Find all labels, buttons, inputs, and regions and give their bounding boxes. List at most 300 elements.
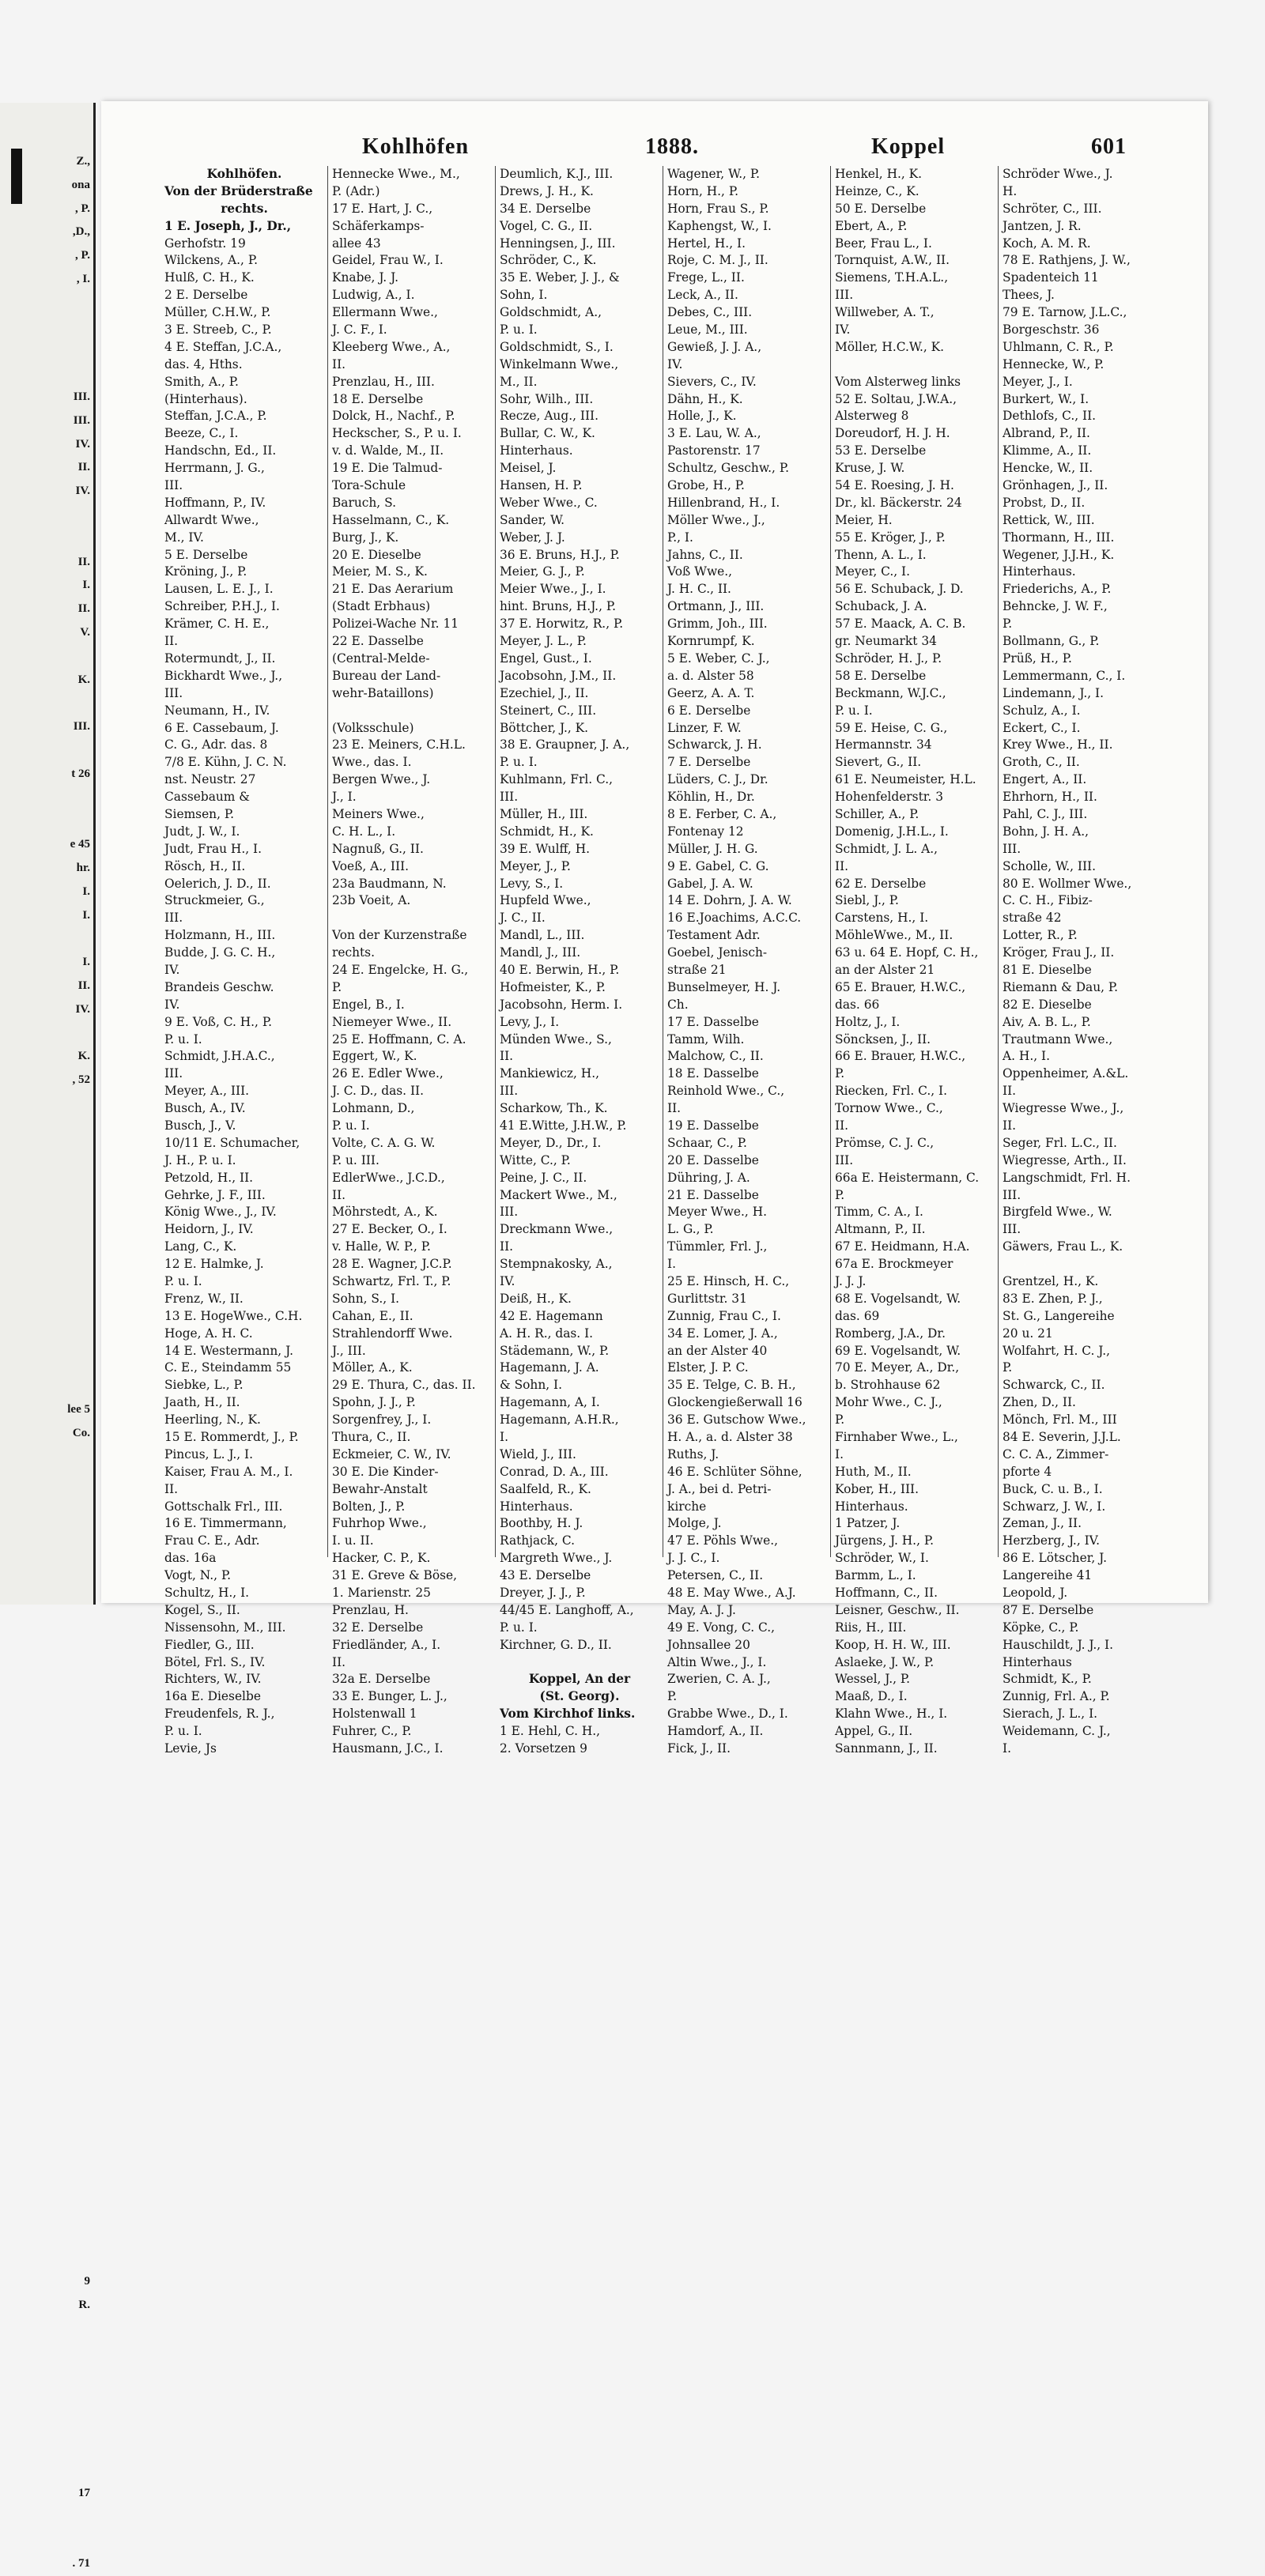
left-page-fragment — [2, 2035, 90, 2058]
left-page-fragment: III. — [73, 413, 90, 427]
directory-entry-line: 9 E. Voß, C. H., P. — [164, 1014, 272, 1029]
directory-entry-line: Riemann & Dau, P. — [1003, 979, 1119, 994]
directory-entry-line: Ezechiel, J., II. — [500, 685, 589, 700]
directory-entry-line: III. — [1003, 1222, 1021, 1237]
directory-entry-line: 28 E. Wagner, J.C.P. — [332, 1257, 452, 1272]
directory-entry-line: Tornquist, A.W., II. — [835, 253, 950, 268]
directory-entry-line: P. u. I. — [500, 755, 538, 770]
directory-entry-line: Von der Brüderstraße — [164, 183, 313, 198]
directory-entry-line: Sohn, S., I. — [332, 1291, 400, 1306]
directory-entry-line: Thenn, A. L., I. — [835, 547, 927, 562]
directory-entry-line: P. — [835, 1412, 845, 1428]
left-page-fragment: t 26 — [71, 767, 90, 780]
directory-entry-line: Tora-Schule — [332, 478, 406, 493]
directory-entry-line: A. H., I. — [1003, 1049, 1050, 1064]
directory-entry-line: 33 E. Bunger, L. J., — [332, 1689, 447, 1704]
directory-entry-line: Levy, J., I. — [500, 1014, 560, 1029]
directory-entry-line: Gerhofstr. 19 — [164, 236, 246, 251]
directory-entry-line: Mönch, Frl. M., III — [1003, 1412, 1117, 1428]
directory-entry-line: A. H. R., das. I. — [500, 1326, 594, 1341]
directory-entry-line: v. d. Walde, M., II. — [332, 443, 444, 458]
directory-entry-line: Dreyer, J. J., P. — [500, 1586, 586, 1601]
directory-entry-line: Herzberg, J., IV. — [1003, 1533, 1100, 1548]
directory-entry-line: 39 E. Wulff, H. — [500, 841, 591, 856]
left-page-fragment — [2, 2364, 90, 2388]
directory-entry-line: Kober, H., III. — [835, 1481, 919, 1496]
directory-entry-line: Lausen, L. E. J., I. — [164, 582, 274, 597]
directory-entry-line: Hinterhaus. — [500, 1499, 573, 1514]
directory-entry-line: Jahns, C., II. — [667, 547, 743, 562]
directory-entry-line: Koppel, An der — [528, 1672, 631, 1687]
directory-entry-line: 19 E. Dasselbe — [667, 1118, 759, 1133]
directory-entry-line: Hinterhaus. — [500, 443, 573, 458]
directory-entry-line: Wiegresse, Arth., II. — [1003, 1152, 1127, 1167]
directory-entry-line: P. u. I. — [164, 1032, 202, 1047]
directory-entry-line: 56 E. Schuback, J. D. — [835, 582, 964, 597]
column-separator — [327, 166, 328, 1557]
directory-entry-line: Vom Kirchhof links. — [500, 1707, 636, 1722]
directory-entry-line: Sannmann, J., II. — [835, 1741, 938, 1756]
directory-entry-line: (St. Georg). — [539, 1689, 620, 1704]
left-page-fragment — [2, 1280, 90, 1304]
directory-entry-line: Leue, M., III. — [667, 322, 748, 338]
directory-entry-line: M., IV. — [164, 530, 204, 545]
directory-entry-line: wehr-Bataillons) — [332, 685, 434, 700]
directory-entry-line: Rotermundt, J., II. — [164, 651, 276, 666]
directory-entry-line: Schröder, H. J., P. — [835, 651, 942, 666]
directory-entry-line: Hoffmann, C., II. — [835, 1586, 938, 1601]
directory-entry-line: 42 E. Hagemann — [500, 1308, 603, 1323]
directory-entry-line: Frenz, W., II. — [164, 1291, 244, 1306]
directory-entry-line: 7 E. Derselbe — [667, 755, 751, 770]
directory-entry-line: Hinterhaus. — [1003, 564, 1076, 579]
directory-entry-line: Busch, J., V. — [164, 1118, 236, 1133]
left-page-fragment — [2, 1610, 90, 1634]
directory-entry-line: Zunnig, Frl. A., P. — [1003, 1689, 1110, 1704]
directory-entry-line: 13 E. HogeWwe., C.H. — [164, 1308, 303, 1323]
directory-entry-line: Hencke, W., II. — [1003, 461, 1093, 476]
directory-entry-line: Borgeschstr. 36 — [1003, 322, 1100, 338]
directory-entry-line: IV. — [835, 322, 851, 338]
directory-entry-line: Voß Wwe., — [667, 564, 733, 579]
directory-entry-line: Hupfeld Wwe., — [500, 893, 591, 908]
directory-entry-line: J. A., bei d. Petri- — [667, 1481, 772, 1496]
directory-entry-line: IV. — [164, 997, 180, 1012]
left-page-fragment — [2, 1893, 90, 1917]
directory-entry-line: Hasselmann, C., K. — [332, 512, 450, 527]
directory-entry-line: Zwerien, C. A. J., — [667, 1672, 771, 1687]
directory-entry-line: Hansen, H. P. — [500, 478, 583, 493]
left-page-fragment: II. — [77, 602, 90, 616]
left-page-fragment — [2, 1823, 90, 1846]
directory-entry-line: Burkert, W., I. — [1003, 391, 1089, 406]
directory-column-3 — [500, 166, 659, 1756]
directory-entry-line: Schuback, J. A. — [835, 599, 927, 614]
left-page-fragment — [2, 1563, 90, 1587]
directory-entry-line: Levie, Js — [164, 1741, 217, 1756]
directory-entry-line: Wessel, J., P. — [835, 1672, 911, 1687]
directory-entry-line: Sorgenfrey, J., I. — [332, 1412, 432, 1428]
directory-entry-line: Hofmeister, K., P. — [500, 979, 606, 994]
directory-entry-line: Dähn, H., K. — [667, 391, 743, 406]
directory-entry-line: 55 E. Kröger, J., P. — [835, 530, 946, 545]
directory-entry-line: Grentzel, H., K. — [1003, 1274, 1099, 1288]
directory-entry-line: Koop, H. H. W., III. — [835, 1637, 951, 1652]
left-page-fragment — [2, 2223, 90, 2246]
directory-entry-line: (Central-Melde- — [332, 651, 430, 666]
directory-entry-line: Rettick, W., III. — [1003, 512, 1095, 527]
left-page-fragment: IV. — [75, 437, 90, 451]
directory-entry-line: 66 E. Brauer, H.W.C., — [835, 1049, 966, 1064]
left-page-fragment — [2, 1469, 90, 1493]
directory-entry-line: Wagener, W., P. — [667, 167, 761, 181]
directory-entry-line: 58 E. Derselbe — [835, 668, 927, 683]
directory-entry-line: C. H. L., I. — [332, 824, 396, 839]
directory-entry-line: Friedländer, A., I. — [332, 1637, 441, 1652]
directory-entry-line: Fontenay 12 — [667, 824, 744, 839]
directory-entry-line: Huth, M., II. — [835, 1464, 912, 1479]
directory-entry-line: Uhlmann, C. R., P. — [1003, 339, 1114, 354]
directory-entry-line: Goebel, Jenisch- — [667, 945, 768, 960]
directory-entry-line: Probst, D., II. — [1003, 495, 1086, 510]
directory-entry-line: 17 E. Dasselbe — [667, 1014, 759, 1029]
directory-entry-line: Grönhagen, J., II. — [1003, 478, 1108, 493]
left-page-fragment — [2, 2129, 90, 2152]
directory-entry-line: Schmidt, H., K. — [500, 824, 594, 839]
directory-entry-line: 62 E. Derselbe — [835, 876, 927, 891]
directory-entry-line: Köhlin, H., Dr. — [667, 790, 755, 805]
directory-entry-line: Tamm, Wilh. — [667, 1032, 745, 1047]
page-header — [101, 134, 1208, 169]
directory-entry-line: Molge, J. — [667, 1516, 722, 1531]
directory-entry-line: Malchow, C., II. — [667, 1049, 764, 1064]
directory-entry-line: Bullar, C. W., K. — [500, 426, 595, 441]
left-page-fragment — [2, 1210, 90, 1234]
directory-entry-line: Heckscher, S., P. u. I. — [332, 426, 462, 441]
left-page-fragment: III. — [73, 390, 90, 403]
directory-entry-line: Sievers, C., IV. — [667, 374, 757, 389]
left-page-fragment — [2, 2529, 90, 2552]
directory-entry-line: 49 E. Vong, C. C., — [667, 1620, 776, 1635]
directory-entry-line: Steinert, C., III. — [500, 703, 597, 718]
directory-entry-line: das. 4, Hths. — [164, 356, 243, 372]
directory-entry-line: P. u. III. — [332, 1152, 380, 1167]
directory-entry-line: 16a E. Dieselbe — [164, 1689, 261, 1704]
directory-entry-line: Dolck, H., Nachf., P. — [332, 409, 455, 424]
directory-entry-line: Hillenbrand, H., I. — [667, 495, 780, 510]
directory-entry-line: Klimme, A., II. — [1003, 443, 1092, 458]
directory-entry-line: P. u. I. — [835, 703, 873, 718]
directory-entry-line: das. 16a — [164, 1551, 217, 1566]
column-separator — [830, 166, 831, 1557]
directory-entry-line: Kleeberg Wwe., A., — [332, 339, 451, 354]
directory-entry-line: C. G., Adr. das. 8 — [164, 737, 268, 752]
directory-entry-line: Hermannstr. 34 — [835, 737, 932, 752]
directory-entry-line: 82 E. Dieselbe — [1003, 997, 1092, 1012]
directory-entry-line: Schaar, C., P. — [667, 1135, 747, 1150]
directory-entry-line: Elster, J. P. C. — [667, 1360, 749, 1375]
directory-entry-line: Riecken, Frl. C., I. — [835, 1084, 947, 1099]
left-page-fragment — [2, 1328, 90, 1352]
left-page-fragment: 9 — [84, 2274, 90, 2287]
left-page-fragment: lee 5 — [67, 1403, 90, 1416]
left-page-fragment: I. — [82, 579, 90, 592]
directory-entry-line: Heerling, N., K. — [164, 1412, 261, 1428]
directory-column-4 — [667, 166, 827, 1756]
directory-entry-line: J., III. — [332, 1343, 366, 1358]
directory-entry-line: Siemens, T.H.A.L., — [835, 270, 949, 285]
directory-entry-line: P. u. I. — [164, 1724, 202, 1739]
directory-entry-line: Meier Wwe., J., I. — [500, 582, 606, 597]
directory-entry-line: Willweber, A. T., — [835, 305, 935, 320]
left-page-fragment: . 71 — [72, 2557, 90, 2570]
directory-entry-line: Hausmann, J.C., I. — [332, 1741, 444, 1756]
directory-entry-line: Hoge, A. H. C. — [164, 1326, 253, 1341]
directory-entry-line: Mackert Wwe., M., — [500, 1187, 617, 1202]
directory-entry-line: Sierach, J. L., I. — [1003, 1707, 1098, 1722]
directory-entry-line: Jacobsohn, Herm. I. — [500, 997, 623, 1012]
directory-entry-line: 87 E. Derselbe — [1003, 1602, 1094, 1617]
directory-entry-line: Petersen, C., II. — [667, 1568, 764, 1583]
directory-entry-line: Kaphengst, W., I. — [667, 218, 772, 233]
left-page-fragment — [2, 2152, 90, 2176]
directory-entry-line: Schultz, H., I. — [164, 1586, 250, 1601]
directory-entry-line: gr. Neumarkt 34 — [835, 634, 937, 649]
directory-entry-line: Kornrumpf, K. — [667, 634, 755, 649]
directory-entry-line: Schmidt, K., P. — [1003, 1672, 1092, 1687]
left-page-fragment: ona — [71, 178, 90, 191]
left-page-fragment — [2, 2458, 90, 2482]
directory-entry-line: P. — [835, 1066, 845, 1081]
directory-entry-line: 34 E. Derselbe — [500, 201, 591, 216]
left-page-fragment — [2, 2317, 90, 2340]
directory-entry-line: das. 69 — [835, 1308, 880, 1323]
left-page-fragment — [2, 1540, 90, 1563]
directory-entry-line: Meier, H. — [835, 512, 893, 527]
directory-entry-line: Ch. — [667, 997, 689, 1012]
directory-entry-line: C. C. H., Fibiz- — [1003, 893, 1093, 908]
directory-entry-line: I. u. II. — [332, 1533, 374, 1548]
directory-entry-line: Stempnakosky, A., — [500, 1257, 613, 1272]
directory-entry-line: Rösch, H., II. — [164, 858, 246, 873]
directory-entry-line: Boothby, H. J. — [500, 1516, 583, 1531]
directory-entry-line: kirche — [667, 1499, 707, 1514]
directory-entry-line: Zeman, J., II. — [1003, 1516, 1082, 1531]
directory-entry-line: Groth, C., II. — [1003, 755, 1080, 770]
directory-entry-line: Wwe., das. I. — [332, 755, 412, 770]
directory-entry-line: Dühring, J. A. — [667, 1170, 750, 1185]
directory-entry-line: Pastorenstr. 17 — [667, 443, 761, 458]
left-page-fragment — [2, 2435, 90, 2458]
directory-entry-line: 86 E. Lötscher, J. — [1003, 1551, 1108, 1566]
directory-entry-line: Tümmler, Frl. J., — [667, 1239, 768, 1254]
left-page-fragment — [2, 1492, 90, 1516]
directory-entry-line: St. G., Langereihe — [1003, 1308, 1115, 1323]
directory-entry-line: Reinhold Wwe., C., — [667, 1084, 785, 1099]
directory-entry-line: C. E., Steindamm 55 — [164, 1360, 292, 1375]
directory-entry-line: 79 E. Tarnow, J.L.C., — [1003, 305, 1127, 320]
directory-entry-line: Eckert, C., I. — [1003, 720, 1081, 735]
directory-entry-line: 38 E. Graupner, J. A., — [500, 737, 630, 752]
left-page-fragment — [2, 2176, 90, 2200]
directory-entry-line: Vom Alsterweg links — [835, 374, 961, 389]
directory-entry-line: Cassebaum & — [164, 790, 250, 805]
directory-entry-line: Weidemann, C. J., — [1003, 1724, 1111, 1739]
directory-entry-line: Grabbe Wwe., D., I. — [667, 1707, 788, 1722]
left-page-fragment — [2, 527, 90, 551]
directory-entry-line: hint. Bruns, H.J., P. — [500, 599, 616, 614]
directory-entry-line: 34 E. Lomer, J. A., — [667, 1326, 778, 1341]
directory-entry-line: König Wwe., J., IV. — [164, 1205, 277, 1220]
directory-entry-line: Von der Kurzenstraße — [332, 928, 467, 943]
directory-entry-line: Friederichs, A., P. — [1003, 582, 1112, 597]
directory-entry-line: 3 E. Lau, W. A., — [667, 426, 761, 441]
directory-entry-line: (Hinterhaus). — [164, 391, 247, 406]
directory-entry-line: III. — [500, 1205, 519, 1220]
left-page-fragment — [2, 1681, 90, 1705]
directory-entry-line: Volte, C. A. G. W. — [332, 1135, 436, 1150]
directory-entry-line: Gehrke, J. F., III. — [164, 1187, 266, 1202]
left-page-fragment: , P. — [74, 249, 90, 262]
directory-entry-line: Prömse, C. J. C., — [835, 1135, 935, 1150]
directory-entry-line: Peine, J. C., II. — [500, 1170, 587, 1185]
left-page-fragment — [2, 809, 90, 833]
directory-entry-line: Leisner, Geschw., II. — [835, 1602, 960, 1617]
column-separator — [495, 166, 496, 1557]
directory-entry-line: Fuhrhop Wwe., — [332, 1516, 427, 1531]
directory-entry-line: 48 E. May Wwe., A.J. — [667, 1586, 796, 1601]
left-page-fragment: , 52 — [72, 1073, 90, 1087]
directory-entry-line: Thura, C., II. — [332, 1430, 411, 1445]
directory-entry-line: Dethlofs, C., II. — [1003, 409, 1097, 424]
left-page-fragment: K. — [77, 673, 90, 686]
directory-entry-line: Frege, L., II. — [667, 270, 745, 285]
directory-entry-line: Goldschmidt, A., — [500, 305, 602, 320]
directory-entry-line: Hamdorf, A., II. — [667, 1724, 764, 1739]
directory-entry-line: IV. — [500, 1274, 515, 1288]
directory-entry-line: Hagemann, J. A. — [500, 1360, 599, 1375]
directory-entry-line: Meisel, J. — [500, 461, 557, 476]
directory-entry-line: pforte 4 — [1003, 1464, 1052, 1479]
directory-entry-line: 14 E. Dohrn, J. A. W. — [667, 893, 792, 908]
left-page-fragment: II. — [77, 461, 90, 474]
directory-entry-line: 43 E. Derselbe — [500, 1568, 591, 1583]
left-page-fragment — [2, 1752, 90, 1775]
directory-entry-line: 32 E. Derselbe — [332, 1620, 424, 1635]
directory-entry-line: Baruch, S. — [332, 495, 396, 510]
directory-entry-line: Ludwig, A., I. — [332, 288, 415, 303]
directory-entry-line: Hinterhaus. — [835, 1499, 908, 1514]
directory-entry-line: 22 E. Dasselbe — [332, 634, 424, 649]
directory-entry-line: Meyer, J. L., P. — [500, 634, 587, 649]
directory-entry-line: Deiß, H., K. — [500, 1291, 572, 1306]
directory-entry-line: straße 42 — [1003, 911, 1062, 926]
left-page-fragment: IV. — [75, 1002, 90, 1016]
directory-entry-line: 1 Patzer, J. — [835, 1516, 901, 1531]
directory-entry-line: Gäwers, Frau L., K. — [1003, 1239, 1123, 1254]
left-page-fragment: V. — [80, 625, 90, 639]
left-page-fragment: III. — [73, 720, 90, 734]
directory-entry-line: Schulz, A., I. — [1003, 703, 1081, 718]
directory-entry-line: J. H., P. u. I. — [164, 1152, 236, 1167]
directory-entry-line: 23a Baudmann, N. — [332, 876, 447, 891]
directory-entry-line: Birgfeld Wwe., W. — [1003, 1205, 1112, 1220]
directory-entry-line: Köpke, C., P. — [1003, 1620, 1079, 1635]
directory-entry-line: 63 u. 64 E. Hopf, C. H., — [835, 945, 979, 960]
directory-entry-line: II. — [1003, 1084, 1017, 1099]
left-page-fragment — [2, 1163, 90, 1186]
directory-entry-line: 20 E. Dieselbe — [332, 547, 421, 562]
directory-entry-line: Bollmann, G., P. — [1003, 634, 1100, 649]
directory-entry-line: MöhleWwe., M., II. — [835, 928, 953, 943]
directory-entry-line: Hennecke, W., P. — [1003, 356, 1105, 372]
directory-entry-line: 70 E. Meyer, A., Dr., — [835, 1360, 960, 1375]
directory-entry-line: Kruse, J. W. — [835, 461, 905, 476]
directory-entry-line: Tornow Wwe., C., — [835, 1101, 943, 1116]
directory-entry-line: Cahan, E., II. — [332, 1308, 413, 1323]
left-page-fragment — [2, 338, 90, 362]
left-page-fragment — [2, 2011, 90, 2035]
directory-entry-line: 25 E. Hoffmann, C. A. — [332, 1032, 466, 1047]
directory-entry-line: 80 E. Wollmer Wwe., — [1003, 876, 1132, 891]
directory-entry-line: Städemann, W., P. — [500, 1343, 610, 1358]
left-page-fragment — [2, 292, 90, 315]
directory-entry-line: 7/8 E. Kühn, J. C. N. — [164, 755, 287, 770]
directory-entry-line: Meiners Wwe., — [332, 806, 425, 821]
left-page-fragment — [2, 1987, 90, 2011]
directory-entry-line: rechts. — [332, 945, 375, 960]
directory-entry-line: Witte, C., P. — [500, 1152, 571, 1167]
directory-entry-line: 41 E.Witte, J.H.W., P. — [500, 1118, 627, 1133]
directory-entry-line: Meyer, J., I. — [1003, 374, 1073, 389]
directory-entry-line: P. u. I. — [332, 1118, 370, 1133]
directory-entry-line: 54 E. Roesing, J. H. — [835, 478, 954, 493]
directory-entry-line: Trautmann Wwe., — [1003, 1032, 1113, 1047]
left-page-fragment — [2, 1516, 90, 1540]
directory-entry-line: 61 E. Neumeister, H.L. — [835, 772, 976, 787]
directory-entry-line: Gurlittstr. 31 — [667, 1291, 747, 1306]
left-page-fragment — [2, 315, 90, 339]
directory-entry-line: I. — [500, 1430, 508, 1445]
directory-entry-line: Wegener, J.J.H., K. — [1003, 547, 1115, 562]
directory-entry-line: 5 E. Derselbe — [164, 547, 248, 562]
directory-entry-line: Mohr Wwe., C. J., — [835, 1395, 942, 1410]
left-page-fragment — [2, 1587, 90, 1611]
directory-entry-line: 8 E. Ferber, C. A., — [667, 806, 777, 821]
directory-entry-line: v. Halle, W. P., P. — [332, 1239, 431, 1254]
left-page-fragment — [2, 1116, 90, 1140]
directory-entry-line — [835, 356, 995, 374]
directory-entry-line: Oppenheimer, A.&L. — [1003, 1066, 1129, 1081]
directory-entry-line: 10/11 E. Schumacher, — [164, 1135, 300, 1150]
directory-entry-line: Spohn, J. J., P. — [332, 1395, 416, 1410]
directory-entry-line: 20 E. Dasselbe — [667, 1152, 759, 1167]
directory-entry-line: 31 E. Greve & Böse, — [332, 1568, 458, 1583]
directory-entry-line: Schröder, C., K. — [500, 253, 597, 268]
directory-entry-line: nst. Neustr. 27 — [164, 772, 256, 787]
directory-entry-line: Beer, Frau L., I. — [835, 236, 932, 251]
directory-entry-line: Schwarck, J. H. — [667, 737, 762, 752]
left-page-fragment: ,D., — [72, 225, 90, 239]
directory-entry-line: Hacker, C. P., K. — [332, 1551, 431, 1566]
directory-entry-line: Kohlhöfen. — [206, 167, 282, 181]
directory-entry-line: Allwardt Wwe., — [164, 512, 259, 527]
directory-entry-line: Lang, C., K. — [164, 1239, 237, 1254]
directory-entry-line: 18 E. Derselbe — [332, 391, 424, 406]
left-page-fragment — [2, 2506, 90, 2529]
directory-entry-line: 46 E. Schlüter Söhne, — [667, 1464, 802, 1479]
directory-entry-line: Kogel, S., II. — [164, 1602, 240, 1617]
